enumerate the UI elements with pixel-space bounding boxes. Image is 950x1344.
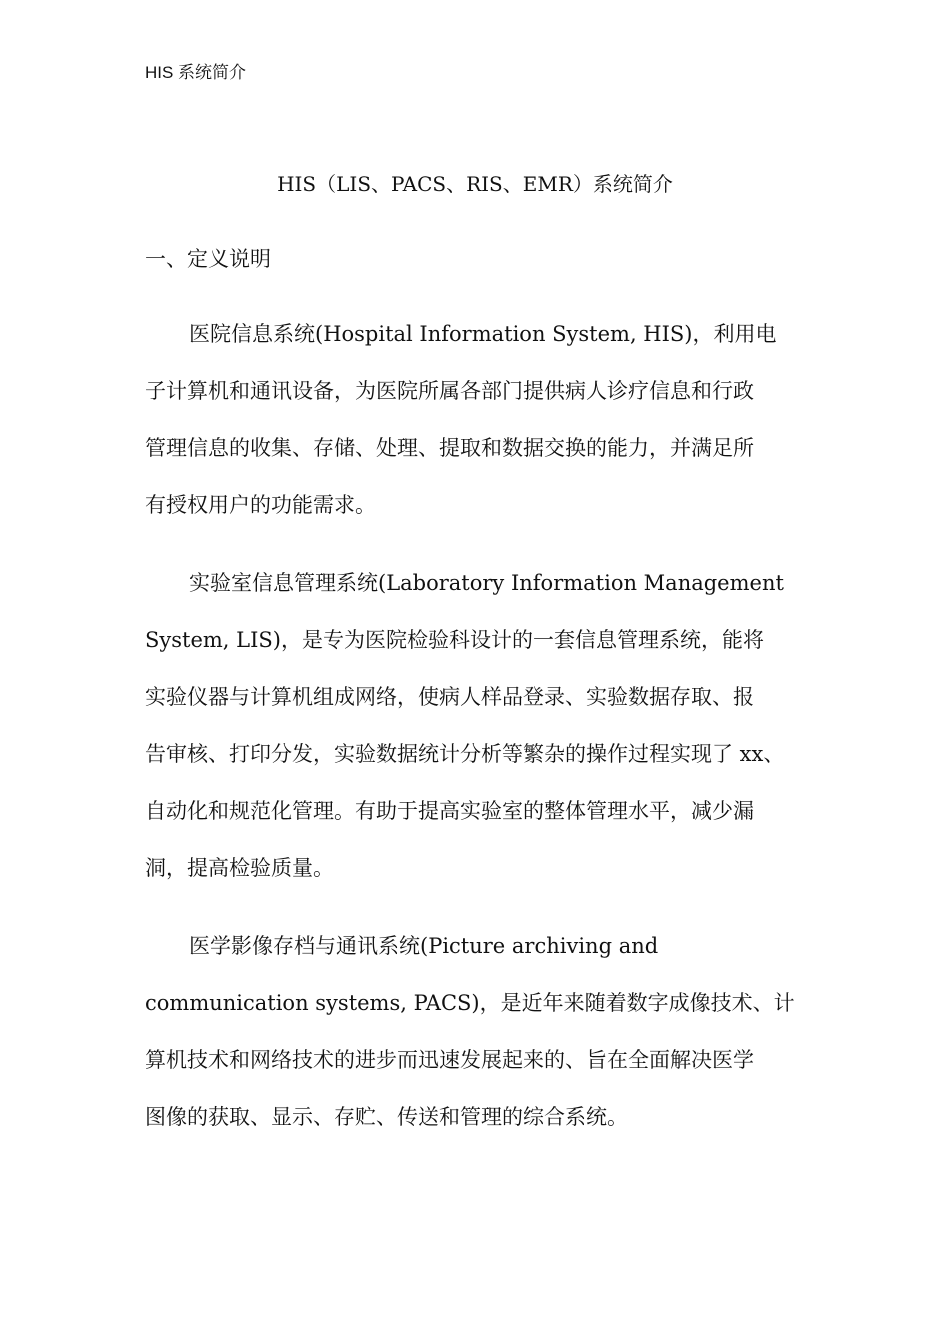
paragraph-lis-line: 告审核、打印分发，实验数据统计分析等繁杂的操作过程实现了 xx、 (145, 742, 785, 766)
paragraph-pacs-line: communication systems, PACS)，是近年来随着数字成像技术、计 (145, 991, 795, 1015)
paragraph-pacs-line: 医学影像存档与通讯系统(Picture archiving and (189, 934, 659, 958)
paragraph-pacs-line: 图像的获取、显示、存贮、传送和管理的综合系统。 (145, 1105, 628, 1129)
paragraph-lis-line: 实验仪器与计算机组成网络，使病人样品登录、实验数据存取、报 (145, 685, 754, 709)
paragraph-lis-line: 洞，提高检验质量。 (145, 856, 334, 880)
paragraph-his-line: 子计算机和通讯设备，为医院所属各部门提供病人诊疗信息和行政 (145, 379, 754, 403)
paragraph-pacs-line: 算机技术和网络技术的进步而迅速发展起来的、旨在全面解决医学 (145, 1048, 754, 1072)
paragraph-lis-line: 实验室信息管理系统(Laboratory Information Management (189, 571, 784, 595)
paragraph-lis-line: System, LIS)，是专为医院检验科设计的一套信息管理系统，能将 (145, 628, 764, 652)
section-heading: 一、定义说明 (145, 247, 271, 271)
paragraph-lis-line: 自动化和规范化管理。有助于提高实验室的整体管理水平，减少漏 (145, 799, 754, 823)
paragraph-his-line: 医院信息系统(Hospital Information System, HIS)，利用电 (189, 322, 777, 346)
paragraph-his-line: 有授权用户的功能需求。 (145, 493, 376, 517)
running-header: HIS 系统简介 (145, 63, 247, 82)
document-title: HIS（LIS、PACS、RIS、EMR）系统简介 (277, 172, 673, 196)
paragraph-his-line: 管理信息的收集、存储、处理、提取和数据交换的能力，并满足所 (145, 436, 754, 460)
